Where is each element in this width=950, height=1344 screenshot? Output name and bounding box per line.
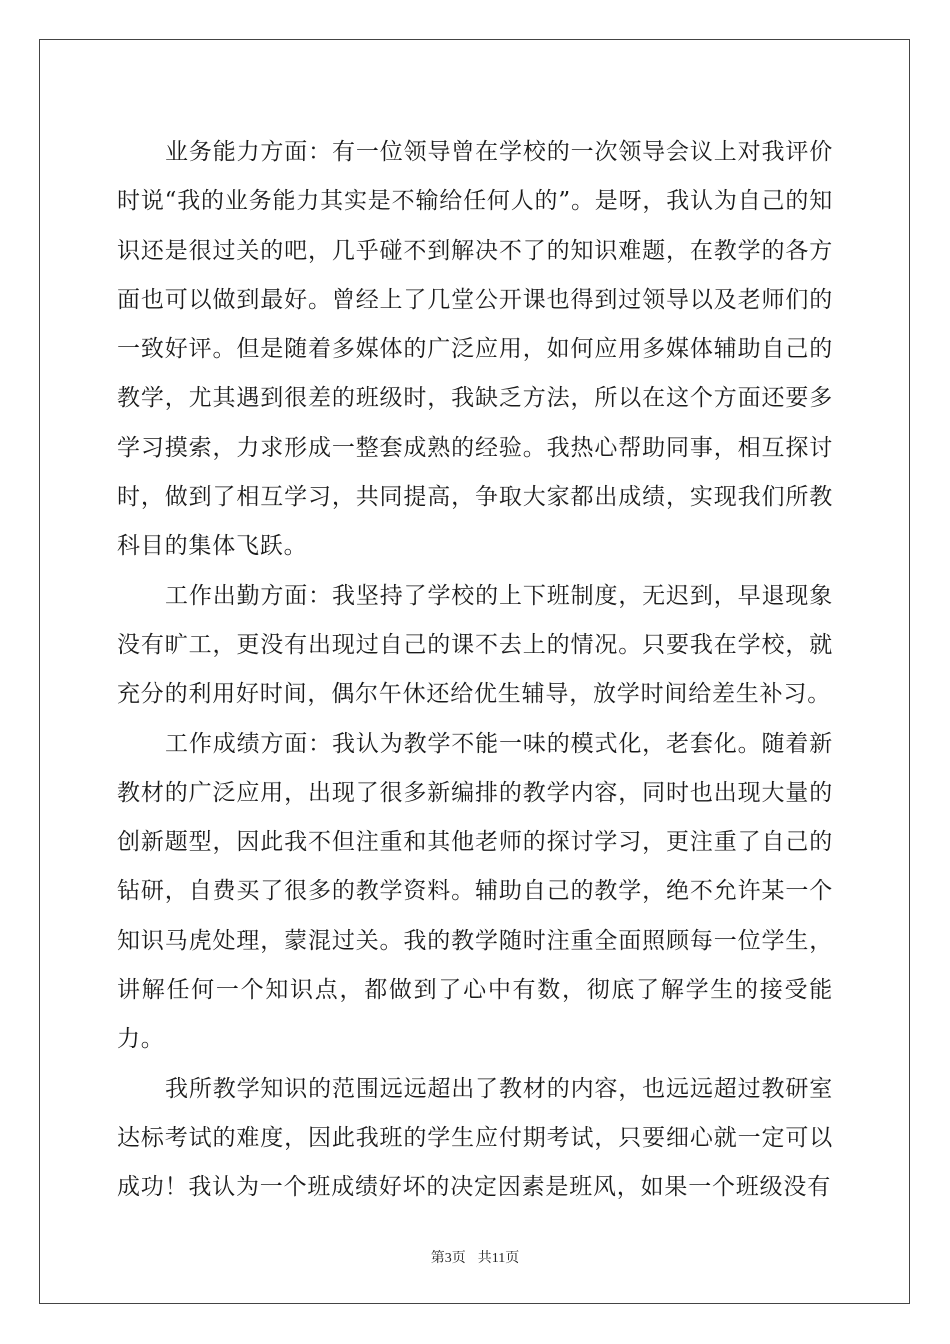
paragraph-attendance: 工作出勤方面：我坚持了学校的上下班制度，无迟到，早退现象没有旷工，更没有出现过自己的课不去上的情况。只要我在学校，就充分的利用好时间，偶尔午休还给优生辅导，放学时间给差生补习。	[117, 582, 833, 708]
page-total: 共11页	[477, 1251, 520, 1266]
page-footer	[0, 1247, 950, 1267]
paragraph-business-ability: 业务能力方面：有一位领导曾在学校的一次领导会议上对我评价时说“我的业务能力其实是不输给任何人的”。是呀，我认为自己的知识还是很过关的吧，几乎碰不到解决不了的知识难题，在教学的各方面也可以做到最好。曾经上了几堂公开课也得到过领导以及老师们的一致好评。但是随着多媒体的广泛应用，如何应用多媒体辅助自己的教学，尤其遇到很差的班级时，我缺乏方法，所以在这个方面还要多学习摸索，力求形成一整套成熟的经验。我热心帮助同事，相互探讨时，做到了相互学习，共同提高，争取大家都出成绩，实现我们所教科目的集体飞跃。	[117, 139, 833, 560]
paragraph-work-results: 工作成绩方面：我认为教学不能一味的模式化，老套化。随着新教材的广泛应用，出现了很多新编排的教学内容，同时也出现大量的创新题型，因此我不但注重和其他老师的探讨学习，更注重了自己的钻研，自费买了很多的教学资料。辅助自己的教学，绝不允许某一个知识马虎处理，蒙混过关。我的教学随时注重全面照顾每一位学生，讲解任何一个知识点，都做到了心中有数，彻底了解学生的接受能力。	[117, 730, 833, 1053]
document-body	[117, 128, 833, 1213]
paragraph-teaching-scope: 我所教学知识的范围远远超出了教材的内容，也远远超过教研室达标考试的难度，因此我班的学生应付期考试，只要细心就一定可以成功！我认为一个班成绩好坏的决定因素是班风，如果一个班级没有	[117, 1075, 833, 1201]
page-number: 第3页	[430, 1251, 466, 1266]
